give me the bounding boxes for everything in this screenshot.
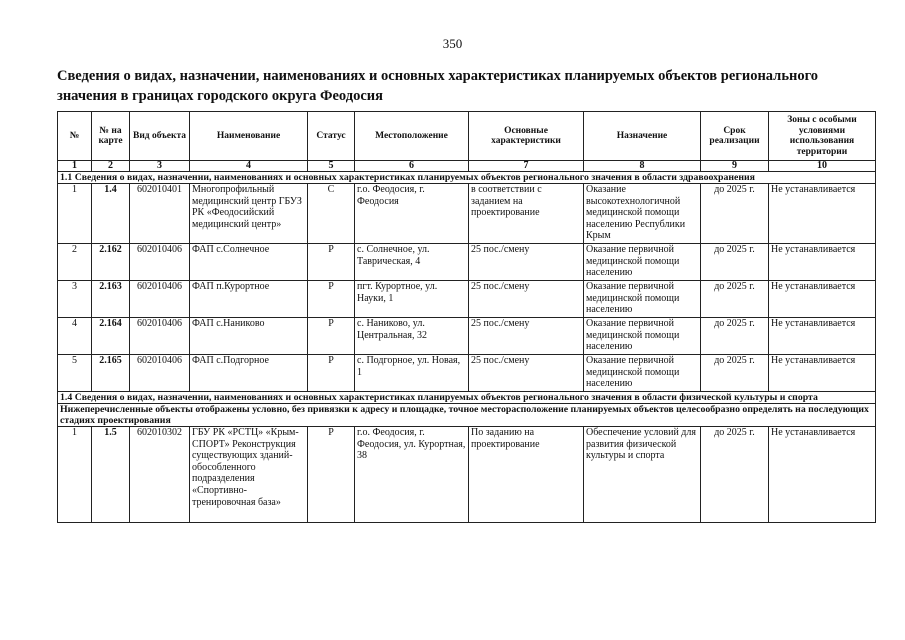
special-zone: Не устанавливается bbox=[769, 355, 876, 392]
implementation-term: до 2025 г. bbox=[701, 427, 769, 523]
header-cell: Зоны с особыми условиями использования территории bbox=[769, 112, 876, 161]
table-row bbox=[58, 318, 876, 355]
object-name: ФАП с.Солнечное bbox=[190, 244, 308, 281]
header-cell: Местоположение bbox=[355, 112, 469, 161]
map-number: 2.165 bbox=[92, 355, 130, 392]
object-purpose: Обеспечение условий для развития физической культуры и спорта bbox=[584, 427, 701, 523]
column-number: 3 bbox=[130, 161, 190, 172]
object-purpose: Оказание первичной медицинской помощи населению bbox=[584, 244, 701, 281]
implementation-term: до 2025 г. bbox=[701, 355, 769, 392]
special-zone: Не устанавливается bbox=[769, 244, 876, 281]
map-number: 2.162 bbox=[92, 244, 130, 281]
column-number: 5 bbox=[308, 161, 355, 172]
header-cell: Срок реализации bbox=[701, 112, 769, 161]
object-purpose: Оказание первичной медицинской помощи населению bbox=[584, 318, 701, 355]
object-location: г.о. Феодосия, г. Феодосия bbox=[355, 184, 469, 244]
column-number: 2 bbox=[92, 161, 130, 172]
header-cell: Основные характеристики bbox=[469, 112, 584, 161]
object-specs: в соответствии с заданием на проектирование bbox=[469, 184, 584, 244]
section-heading-health: 1.1 Сведения о видах, назначении, наименованиях и основных характеристиках планируемых объектов регионального значения в области здравоохранения bbox=[58, 172, 876, 184]
table-row bbox=[58, 355, 876, 392]
document-title: Сведения о видах, назначении, наименованиях и основных характеристиках планируемых объектов регионального значения в границах городского округа Феодосия bbox=[57, 68, 819, 104]
row-number: 3 bbox=[58, 281, 92, 318]
column-number: 10 bbox=[769, 161, 876, 172]
object-status: Р bbox=[308, 318, 355, 355]
object-kind: 602010406 bbox=[130, 318, 190, 355]
map-number: 1.4 bbox=[92, 184, 130, 244]
map-number: 2.163 bbox=[92, 281, 130, 318]
object-name: Многопрофильный медицинский центр ГБУЗ РК «Феодосийский медицинский центр» bbox=[190, 184, 308, 244]
header-cell: Наименование bbox=[190, 112, 308, 161]
section-heading-row bbox=[58, 172, 876, 184]
row-number: 1 bbox=[58, 427, 92, 523]
object-specs: 25 пос./смену bbox=[469, 244, 584, 281]
column-number: 1 bbox=[58, 161, 92, 172]
row-number: 4 bbox=[58, 318, 92, 355]
special-zone: Не устанавливается bbox=[769, 427, 876, 523]
header-cell: Статус bbox=[308, 112, 355, 161]
implementation-term: до 2025 г. bbox=[701, 184, 769, 244]
table-row bbox=[58, 244, 876, 281]
table-row bbox=[58, 427, 876, 523]
object-kind: 602010406 bbox=[130, 244, 190, 281]
table-row bbox=[58, 281, 876, 318]
section-note-row bbox=[58, 404, 876, 427]
object-location: с. Солнечное, ул. Таврическая, 4 bbox=[355, 244, 469, 281]
object-purpose: Оказание первичной медицинской помощи населению bbox=[584, 281, 701, 318]
header-cell: Вид объекта bbox=[130, 112, 190, 161]
object-location: с. Подгорное, ул. Новая, 1 bbox=[355, 355, 469, 392]
row-number: 5 bbox=[58, 355, 92, 392]
implementation-term: до 2025 г. bbox=[701, 244, 769, 281]
header-cell: № bbox=[58, 112, 92, 161]
object-name: ФАП п.Курортное bbox=[190, 281, 308, 318]
object-name: ФАП с.Наниково bbox=[190, 318, 308, 355]
object-kind: 602010406 bbox=[130, 281, 190, 318]
header-cell: № на карте bbox=[92, 112, 130, 161]
column-number-row bbox=[58, 161, 876, 172]
object-name: ГБУ РК «РСТЦ» «Крым-СПОРТ» Реконструкция существующих зданий-обособленного подразделения «Спортивно-тренировочная база» bbox=[190, 427, 308, 523]
object-purpose: Оказание первичной медицинской помощи населению bbox=[584, 355, 701, 392]
object-status: Р bbox=[308, 281, 355, 318]
planned-objects-table bbox=[57, 111, 876, 523]
object-status: Р bbox=[308, 355, 355, 392]
object-specs: 25 пос./смену bbox=[469, 281, 584, 318]
object-status: Р bbox=[308, 427, 355, 523]
object-location: пгт. Курортное, ул. Науки, 1 bbox=[355, 281, 469, 318]
map-number: 2.164 bbox=[92, 318, 130, 355]
special-zone: Не устанавливается bbox=[769, 281, 876, 318]
column-number: 4 bbox=[190, 161, 308, 172]
object-kind: 602010406 bbox=[130, 355, 190, 392]
column-number: 7 bbox=[469, 161, 584, 172]
object-kind: 602010401 bbox=[130, 184, 190, 244]
page-number: 350 bbox=[442, 36, 463, 51]
column-number: 6 bbox=[355, 161, 469, 172]
section-heading-sport: 1.4 Сведения о видах, назначении, наименованиях и основных характеристиках планируемых объектов регионального значения в области физической культуры и спорта bbox=[58, 392, 876, 404]
object-specs: По заданию на проектирование bbox=[469, 427, 584, 523]
map-number: 1.5 bbox=[92, 427, 130, 523]
object-status: Р bbox=[308, 244, 355, 281]
object-name: ФАП с.Подгорное bbox=[190, 355, 308, 392]
table-row bbox=[58, 184, 876, 244]
section-note-sport: Нижеперечисленные объекты отображены условно, без привязки к адресу и площадке, точное месторасположение планируемых объектов целесообразно определять на последующих стадиях проектирования bbox=[58, 404, 876, 427]
row-number: 1 bbox=[58, 184, 92, 244]
object-purpose: Оказание высокотехнологичной медицинской помощи населению Республики Крым bbox=[584, 184, 701, 244]
implementation-term: до 2025 г. bbox=[701, 318, 769, 355]
section-heading-row bbox=[58, 392, 876, 404]
object-specs: 25 пос./смену bbox=[469, 318, 584, 355]
column-number: 9 bbox=[701, 161, 769, 172]
special-zone: Не устанавливается bbox=[769, 184, 876, 244]
object-kind: 602010302 bbox=[130, 427, 190, 523]
object-status: С bbox=[308, 184, 355, 244]
object-location: г.о. Феодосия, г. Феодосия, ул. Курортная, 38 bbox=[355, 427, 469, 523]
header-cell: Назначение bbox=[584, 112, 701, 161]
table-header-row bbox=[58, 112, 876, 161]
implementation-term: до 2025 г. bbox=[701, 281, 769, 318]
column-number: 8 bbox=[584, 161, 701, 172]
object-location: с. Наниково, ул. Центральная, 32 bbox=[355, 318, 469, 355]
object-specs: 25 пос./смену bbox=[469, 355, 584, 392]
special-zone: Не устанавливается bbox=[769, 318, 876, 355]
row-number: 2 bbox=[58, 244, 92, 281]
